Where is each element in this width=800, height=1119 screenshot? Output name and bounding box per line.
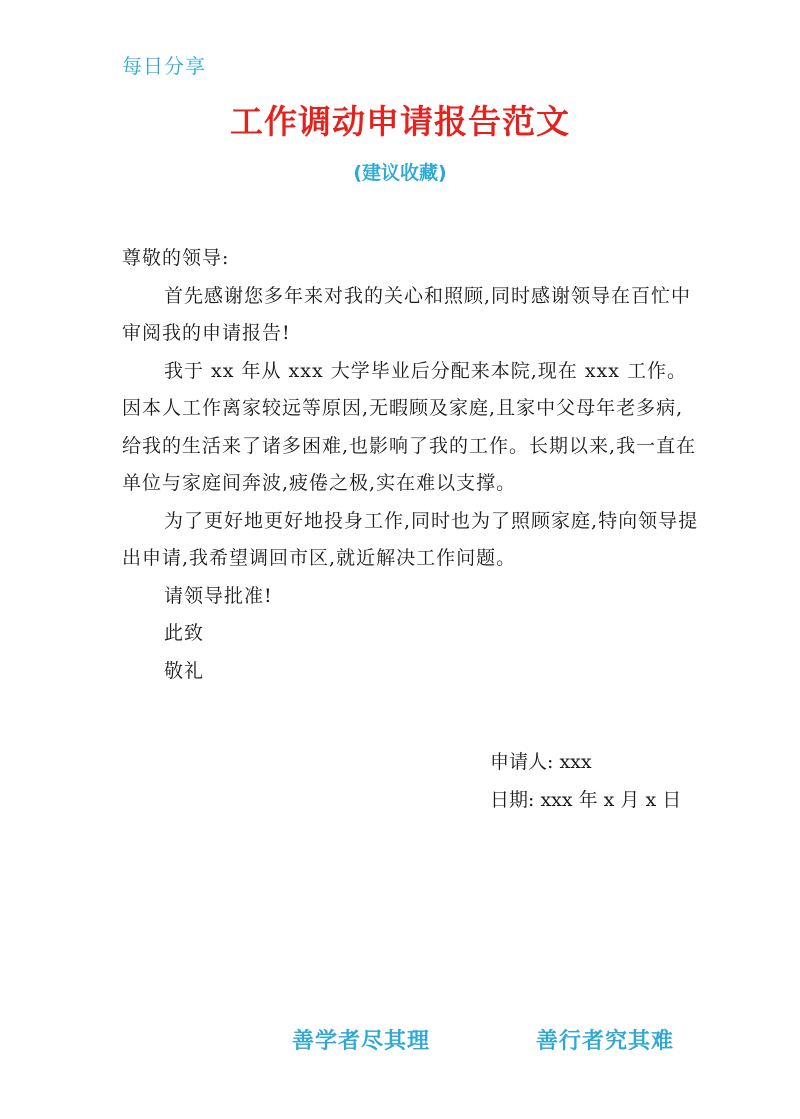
document-title: 工作调动申请报告范文 bbox=[230, 102, 570, 141]
letter-body bbox=[122, 240, 702, 690]
paragraph-reason: 我于 xx 年从 xxx 大学毕业后分配来本院,现在 xxx 工作。因本人工作离家较远等原因,无暇顾及家庭,且家中父母年老多病,给我的生活来了诸多困难,也影响了我的工作。长期以来,我一直在单位与家庭间奔波,疲倦之极,实在难以支撑。 bbox=[122, 359, 697, 494]
paragraph-request: 为了更好地更好地投身工作,同时也为了照顾家庭,特向领导提出申请,我希望调回市区,就近解决工作问题。 bbox=[122, 509, 699, 569]
salutation: 尊敬的领导: bbox=[122, 247, 230, 269]
motto-right: 善行者究其难 bbox=[536, 1029, 675, 1054]
date-line: 日期: xxx 年 x 月 x 日 bbox=[490, 788, 682, 811]
applicant-line: 申请人: xxx bbox=[490, 751, 592, 773]
closing-line-1: 此致 bbox=[164, 622, 205, 644]
signature-block bbox=[490, 744, 681, 819]
closing-line-2: 敬礼 bbox=[164, 659, 205, 682]
approval-request: 请领导批准! bbox=[164, 584, 273, 607]
motto-left: 善学者尽其理 bbox=[292, 1029, 431, 1054]
document-subtitle: (建议收藏) bbox=[353, 162, 447, 184]
daily-share-tag: 每日分享 bbox=[122, 54, 206, 78]
paragraph-thanks: 首先感谢您多年来对我的关心和照顾,同时感谢领导在百忙中审阅我的申请报告! bbox=[122, 284, 692, 344]
